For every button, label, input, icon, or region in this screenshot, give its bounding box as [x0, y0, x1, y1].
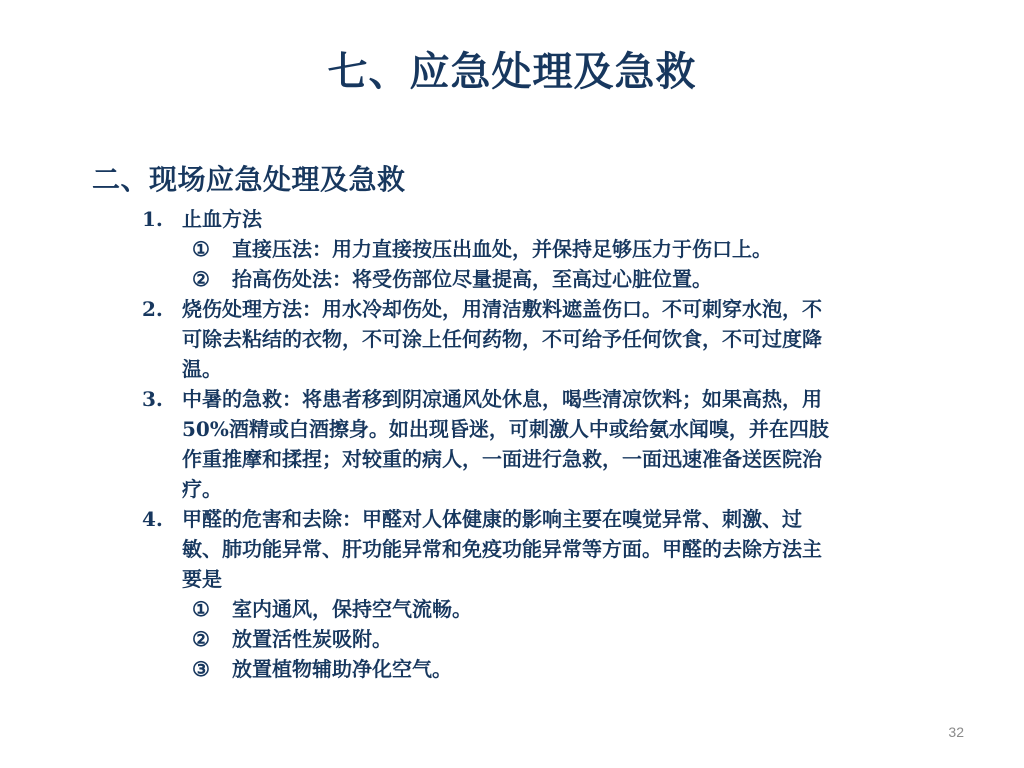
list-item-number: 3.: [142, 387, 163, 411]
list-item: [92, 504, 942, 684]
sub-item-number: ②: [192, 267, 210, 291]
slide-content: [92, 160, 942, 684]
sub-list-item: [192, 624, 942, 654]
list-item: [92, 204, 942, 294]
list-item-number: 2.: [142, 297, 163, 321]
sub-item-text: 抬高伤处法：将受伤部位尽量提高，至高过心脏位置。: [232, 267, 712, 291]
sub-item-text: 放置植物辅助净化空气。: [232, 657, 452, 681]
section-heading: 二、现场应急处理及急救: [92, 163, 406, 196]
content-list: [92, 204, 942, 684]
list-item-text: 甲醛的危害和去除：甲醛对人体健康的影响主要在嗅觉异常、刺激、过敏、肺功能异常、肝功能异常和免疫功能异常等方面。甲醛的去除方法主要是: [182, 507, 822, 591]
sub-item-text: 放置活性炭吸附。: [232, 627, 392, 651]
sub-item-number: ③: [192, 657, 210, 681]
sub-list-item: [192, 234, 942, 264]
list-item-text: 止血方法: [182, 207, 262, 231]
sub-list-item: [192, 594, 942, 624]
sub-item-text: 直接压法：用力直接按压出血处，并保持足够压力于伤口上。: [232, 237, 772, 261]
sub-item-text: 室内通风，保持空气流畅。: [232, 597, 472, 621]
sub-list: [182, 594, 942, 684]
list-item-number: 1.: [142, 207, 163, 231]
sub-item-number: ①: [192, 597, 210, 621]
page-number: 32: [948, 724, 964, 740]
list-item: [92, 294, 942, 384]
list-item-number: 4.: [142, 507, 163, 531]
sub-list-item: [192, 654, 942, 684]
sub-item-number: ①: [192, 237, 210, 261]
sub-list: [182, 234, 942, 294]
list-item-text: 中暑的急救：将患者移到阴凉通风处休息，喝些清凉饮料；如果高热，用50%酒精或白酒擦身。如出现昏迷，可刺激人中或给氨水闻嗅，并在四肢作重推摩和揉捏；对较重的病人，一面进行急救，一面迅速准备送医院治疗。: [182, 387, 829, 501]
list-item-text: 烧伤处理方法：用水冷却伤处，用清洁敷料遮盖伤口。不可刺穿水泡，不可除去粘结的衣物，不可涂上任何药物，不可给予任何饮食，不可过度降温。: [182, 297, 822, 381]
list-item: [92, 384, 942, 504]
sub-item-number: ②: [192, 627, 210, 651]
slide-title: 七、应急处理及急救: [327, 48, 697, 95]
sub-list-item: [192, 264, 942, 294]
